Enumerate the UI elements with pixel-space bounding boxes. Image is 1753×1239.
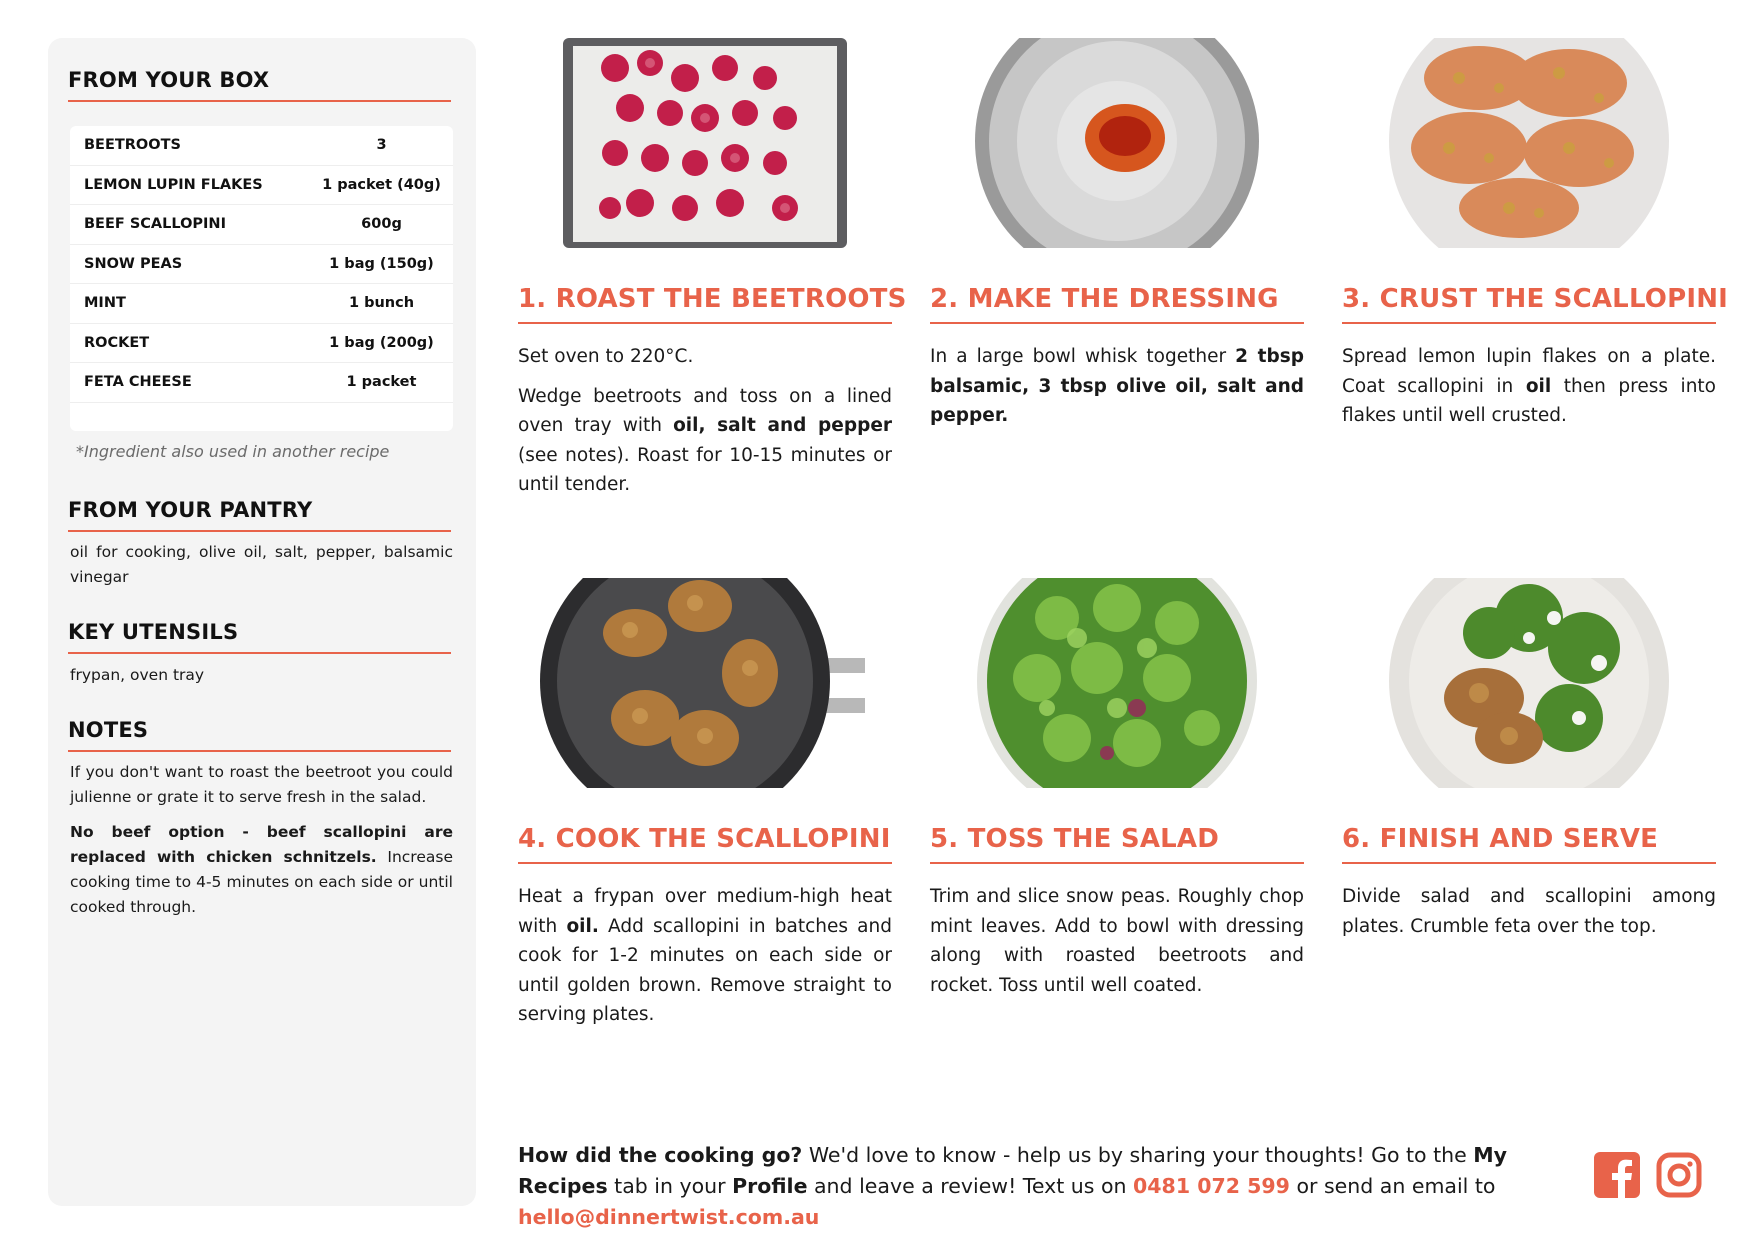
my-recipes-label: My Recipes bbox=[518, 1143, 1508, 1198]
ingredient-row bbox=[70, 324, 453, 364]
ingredient-name: BEETROOTS bbox=[84, 137, 181, 154]
ingredient-footnote: *Ingredient also used in another recipe bbox=[76, 442, 390, 461]
step-2 bbox=[930, 38, 1304, 441]
notes-heading: NOTES bbox=[68, 718, 451, 752]
notes-paragraph bbox=[70, 820, 453, 920]
text-span: then press into flakes until well crusted. bbox=[1342, 375, 1716, 426]
ingredient-qty: 1 packet (40g) bbox=[322, 176, 441, 193]
ingredient-row bbox=[70, 245, 453, 285]
ingredient-qty: 1 bag (200g) bbox=[329, 334, 434, 351]
ingredient-qty: 3 bbox=[376, 137, 387, 154]
email-link[interactable]: hello@dinnertwist.com.au bbox=[518, 1205, 820, 1229]
step-4-title: 4. COOK THE SCALLOPINI bbox=[518, 824, 892, 864]
step-5-photo bbox=[930, 578, 1304, 788]
step-2-photo bbox=[930, 38, 1304, 248]
ingredient-qty: 1 packet bbox=[346, 374, 417, 391]
step-6 bbox=[1342, 578, 1716, 951]
step-3-text bbox=[1342, 342, 1716, 431]
facebook-icon[interactable] bbox=[1594, 1152, 1640, 1198]
phone-link[interactable]: 0481 072 599 bbox=[1133, 1174, 1290, 1198]
pantry-list: oil for cooking, olive oil, salt, pepper, balsamic vinegar bbox=[70, 543, 453, 586]
notes-rest: Increase cooking time to 4-5 minutes on each side or until cooked through. bbox=[70, 848, 453, 916]
step-3-photo bbox=[1342, 38, 1716, 248]
step-4 bbox=[518, 578, 892, 1040]
step-1 bbox=[518, 38, 907, 510]
ingredient-qty: 1 bunch bbox=[348, 295, 415, 312]
utensils-heading: KEY UTENSILS bbox=[68, 620, 451, 654]
step-3-title: 3. CRUST THE SCALLOPINI bbox=[1342, 284, 1716, 324]
step-2-text bbox=[930, 342, 1304, 431]
step-5-text: Trim and slice snow peas. Roughly chop mint leaves. Add to bowl with dressing along with roasted beetroots and rocket. Toss until well coated. bbox=[930, 886, 1304, 996]
ingredients-table bbox=[70, 126, 453, 431]
notes-text bbox=[70, 760, 453, 930]
bold-span: 2 tbsp balsamic, 3 tbsp olive oil, salt and pepper. bbox=[930, 346, 1304, 426]
step-6-photo bbox=[1342, 578, 1716, 788]
bold-span: oil. bbox=[566, 915, 599, 937]
pantry-text bbox=[70, 540, 453, 600]
bold-span: oil bbox=[1525, 375, 1552, 397]
text-span: tab in your bbox=[607, 1174, 733, 1198]
utensils-text bbox=[70, 663, 453, 698]
ingredient-name: BEEF SCALLOPINI bbox=[84, 216, 226, 233]
text-span: (see notes). Roast for 10-15 minutes or until tender. bbox=[518, 444, 892, 495]
text-span: Add scallopini in batches and cook for 1-2 minutes on each side or until golden brown. Remove straight to serving plates. bbox=[518, 915, 892, 1025]
step-2-body bbox=[930, 342, 1304, 431]
ingredient-name: FETA CHEESE bbox=[84, 374, 192, 391]
step-6-body bbox=[1342, 882, 1716, 941]
text-span: and leave a review! Text us on bbox=[807, 1174, 1134, 1198]
step-3 bbox=[1342, 38, 1729, 441]
bold-span: oil, salt and pepper bbox=[673, 415, 892, 436]
feedback-question: How did the cooking go? bbox=[518, 1143, 803, 1167]
text-span: Heat a frypan over medium-high heat with bbox=[518, 886, 892, 937]
text-span: Wedge beetroots and toss on a lined oven tray with bbox=[518, 385, 892, 436]
ingredient-qty: 600g bbox=[361, 216, 402, 233]
utensils-list: frypan, oven tray bbox=[70, 666, 205, 684]
step-3-body bbox=[1342, 342, 1716, 431]
ingredient-name: LEMON LUPIN FLAKES bbox=[84, 176, 263, 193]
step-2-title: 2. MAKE THE DRESSING bbox=[930, 284, 1304, 324]
text-span: In a large bowl whisk together bbox=[930, 346, 1236, 367]
pantry-heading: FROM YOUR PANTRY bbox=[68, 498, 451, 532]
step-5 bbox=[930, 578, 1304, 1010]
step-1-text bbox=[518, 382, 892, 500]
feedback-footer bbox=[518, 1140, 1578, 1233]
ingredient-name: SNOW PEAS bbox=[84, 255, 183, 272]
ingredient-row bbox=[70, 363, 453, 403]
step-4-body bbox=[518, 882, 892, 1030]
notes-bold: No beef option - beef scallopini are replaced with chicken schnitzels. bbox=[70, 823, 453, 866]
step-1-body bbox=[518, 342, 892, 500]
step-4-photo bbox=[518, 578, 892, 788]
ingredients-panel bbox=[48, 38, 476, 1206]
ingredient-qty: 1 bag (150g) bbox=[329, 255, 434, 272]
ingredient-row bbox=[70, 126, 453, 166]
profile-label: Profile bbox=[732, 1174, 808, 1198]
ingredient-row bbox=[70, 166, 453, 206]
ingredient-row bbox=[70, 205, 453, 245]
step-1-text: Set oven to 220°C. bbox=[518, 346, 694, 367]
step-5-body bbox=[930, 882, 1304, 1000]
box-heading: FROM YOUR BOX bbox=[68, 68, 451, 102]
text-span: or send an email to bbox=[1289, 1174, 1496, 1198]
step-6-title: 6. FINISH AND SERVE bbox=[1342, 824, 1716, 864]
text-span: Spread lemon lupin flakes on a plate. Coat scallopini in bbox=[1342, 346, 1716, 397]
text-span: We'd love to know - help us by sharing your thoughts! Go to the bbox=[802, 1143, 1474, 1167]
instagram-icon[interactable] bbox=[1656, 1152, 1702, 1198]
ingredient-name: ROCKET bbox=[84, 334, 150, 351]
ingredient-name: MINT bbox=[84, 295, 126, 312]
ingredient-row bbox=[70, 284, 453, 324]
step-1-photo bbox=[518, 38, 892, 248]
step-6-text: Divide salad and scallopini among plates. Crumble feta over the top. bbox=[1342, 886, 1716, 937]
step-5-title: 5. TOSS THE SALAD bbox=[930, 824, 1304, 864]
step-4-text bbox=[518, 882, 892, 1030]
step-1-title: 1. ROAST THE BEETROOTS bbox=[518, 284, 892, 324]
notes-paragraph: If you don't want to roast the beetroot you could julienne or grate it to serve fresh in the salad. bbox=[70, 763, 453, 806]
